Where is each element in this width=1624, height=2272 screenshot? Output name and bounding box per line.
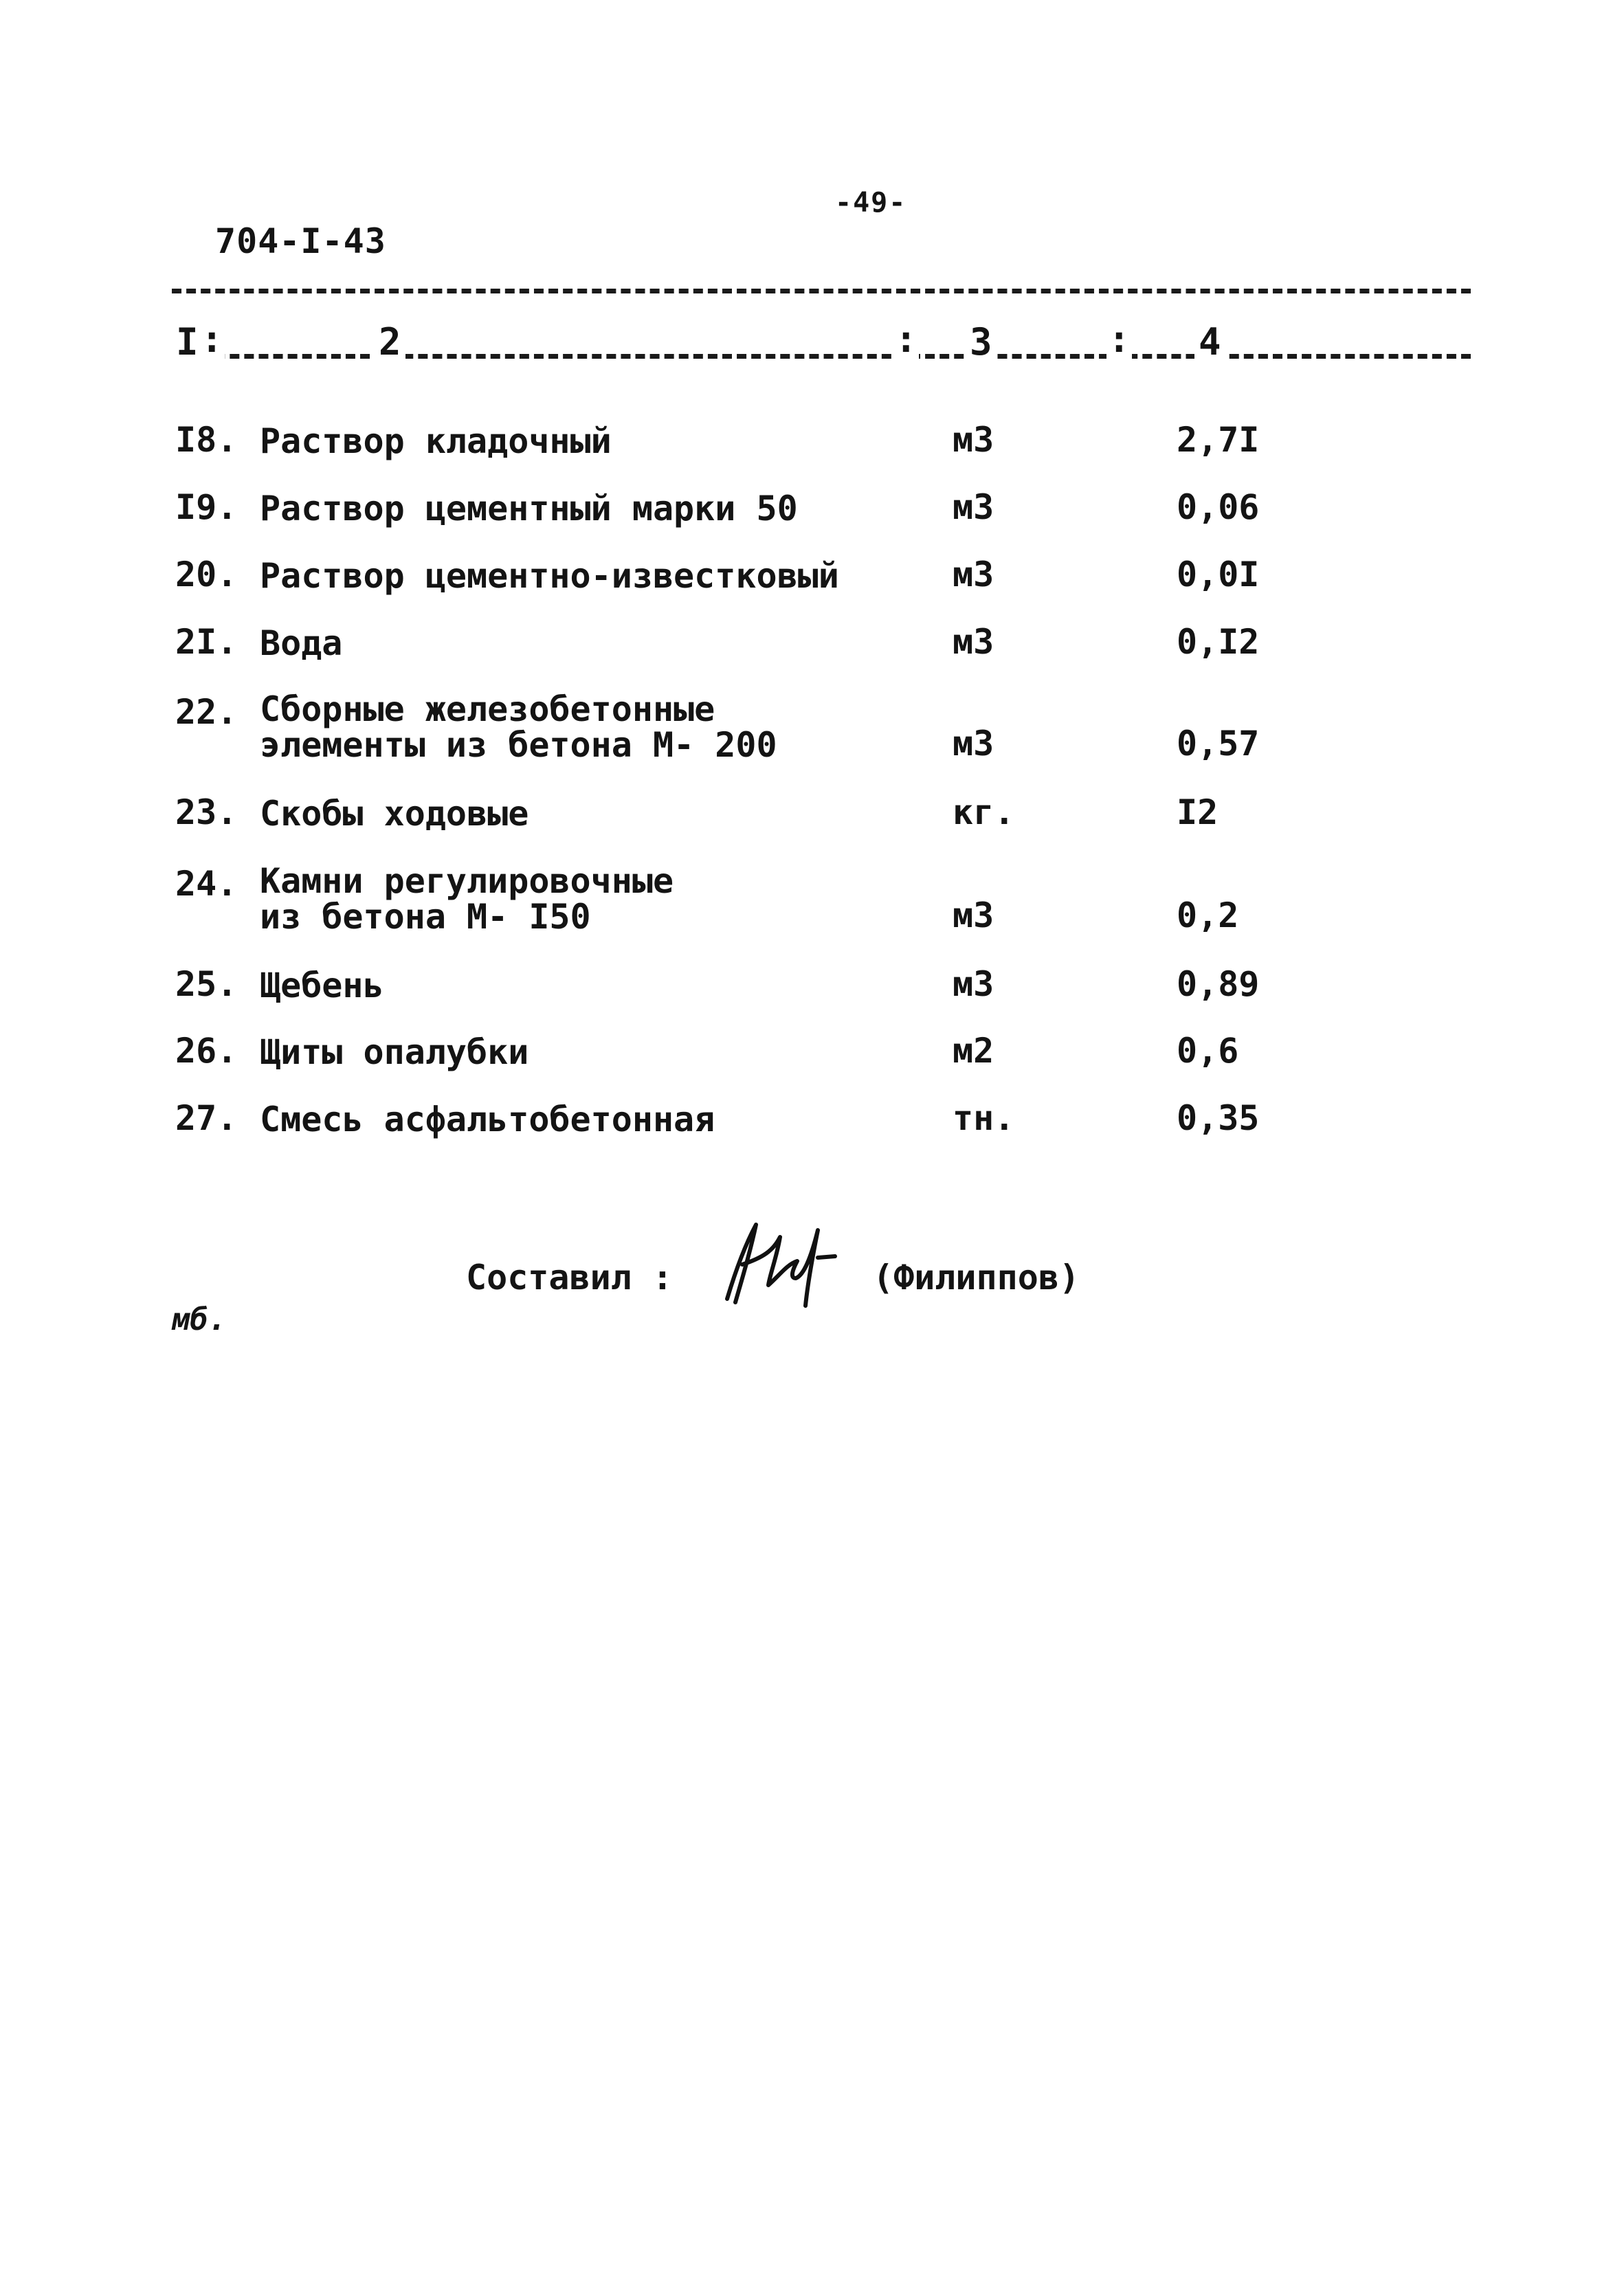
row-number: 23. — [175, 792, 238, 832]
quantity-value: 0,89 — [1177, 964, 1260, 1004]
handwritten-signature — [715, 1210, 852, 1313]
column-separator: : — [201, 318, 223, 361]
column-separator: : — [1108, 318, 1131, 361]
typist-initials: мб. — [172, 1302, 227, 1337]
material-name: Раствор кладочный — [260, 421, 612, 461]
table-row — [0, 859, 1624, 935]
column-header-1: I — [172, 320, 203, 364]
unit-of-measure: м3 — [953, 724, 994, 764]
column-separator: : — [895, 318, 917, 361]
row-number: 25. — [175, 964, 238, 1004]
table-row — [0, 962, 1624, 1003]
unit-of-measure: м3 — [953, 487, 994, 527]
unit-of-measure: тн. — [953, 1098, 1015, 1138]
unit-of-measure: м3 — [953, 555, 994, 594]
material-name: Скобы ходовые — [260, 794, 529, 834]
material-name: Сборные железобетонные элементы из бетона М- 200 — [260, 689, 777, 765]
header-dashed-rule — [172, 354, 1471, 359]
material-name: Щебень — [260, 966, 384, 1005]
material-name: Вода — [260, 623, 343, 663]
compiled-by-label: Составил : — [466, 1258, 674, 1298]
unit-of-measure: м3 — [953, 622, 994, 662]
material-name: Смесь асфальтобетонная — [260, 1100, 715, 1139]
row-number: 24. — [175, 864, 238, 904]
column-header-4: 4 — [1194, 320, 1225, 364]
table-row — [0, 620, 1624, 661]
quantity-value: 0,35 — [1177, 1098, 1260, 1138]
table-row — [0, 418, 1624, 459]
quantity-value: I2 — [1177, 792, 1219, 832]
table-row — [0, 1096, 1624, 1137]
row-number: I8. — [175, 420, 238, 460]
quantity-value: 0,6 — [1177, 1031, 1239, 1071]
unit-of-measure: м3 — [953, 420, 994, 460]
row-number: I9. — [175, 487, 238, 527]
material-name: Камни регулировочные из бетона М- I50 — [260, 861, 674, 937]
table-row — [0, 1029, 1624, 1070]
row-number: 22. — [175, 692, 238, 732]
signatory-name: (Филиппов) — [873, 1258, 1080, 1298]
table-row — [0, 485, 1624, 526]
material-name: Раствор цементно-известковый — [260, 556, 839, 596]
document-code: 704-I-43 — [215, 221, 386, 261]
top-dashed-rule — [172, 289, 1471, 293]
row-number: 2I. — [175, 622, 238, 662]
quantity-value: 0,2 — [1177, 895, 1239, 935]
column-header-3: 3 — [966, 320, 997, 364]
unit-of-measure: м3 — [953, 895, 994, 935]
table-row — [0, 687, 1624, 763]
table-row — [0, 790, 1624, 832]
quantity-value: 0,57 — [1177, 724, 1260, 764]
unit-of-measure: кг. — [953, 792, 1015, 832]
page-number: -49- — [835, 187, 907, 219]
quantity-value: 0,I2 — [1177, 622, 1260, 662]
material-name: Щиты опалубки — [260, 1032, 529, 1072]
column-header-2: 2 — [375, 320, 405, 364]
row-number: 20. — [175, 555, 238, 594]
quantity-value: 0,06 — [1177, 487, 1260, 527]
quantity-value: 0,0I — [1177, 555, 1260, 594]
row-number: 26. — [175, 1031, 238, 1071]
table-row — [0, 553, 1624, 594]
material-name: Раствор цементный марки 50 — [260, 489, 798, 528]
row-number: 27. — [175, 1098, 238, 1138]
quantity-value: 2,7I — [1177, 420, 1260, 460]
unit-of-measure: м2 — [953, 1031, 994, 1071]
unit-of-measure: м3 — [953, 964, 994, 1004]
